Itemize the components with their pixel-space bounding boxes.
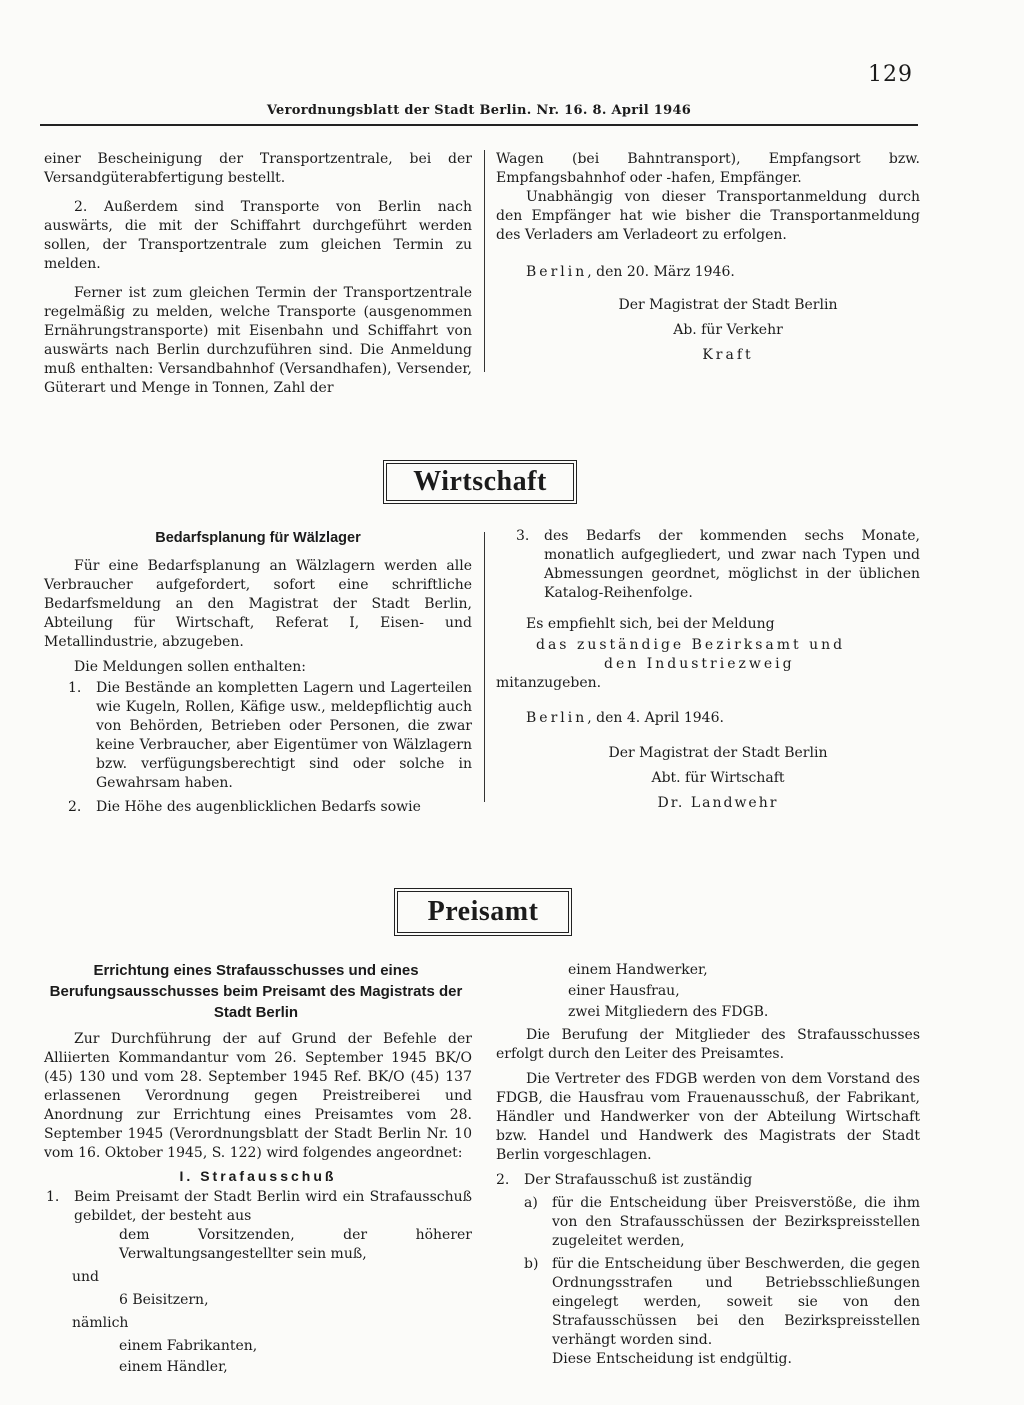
page-number: 129 (868, 62, 913, 87)
paragraph: Für eine Bedarfsplanung an Wälzlagern werden alle Verbraucher aufgefordert, sofort eine schriftliche Bedarfsmeldung an den Magistrat der Stadt Berlin, Abteilung für Wirtschaft, Referat I, Eisen- und Metallindustrie, abzugeben. (44, 558, 472, 650)
paragraph: Die Meldungen sollen enthalten: (74, 659, 306, 675)
paragraph: 6 Beisitzern, (119, 1292, 209, 1308)
signature-name: Dr. Landwehr (657, 795, 779, 811)
paragraph: mitanzugeben. (496, 675, 602, 691)
column-divider (484, 150, 485, 372)
paragraph: Es empfiehlt sich, bei der Meldung (526, 616, 775, 632)
list-item: 2. Die Höhe des augenblicklichen Bedarfs sowie (68, 799, 421, 815)
sub-item: a) für die Entscheidung über Preisverstöße, die ihm von den Strafausschüssen der Bezirkspreisstellen zugeleitet werden, (524, 1195, 920, 1249)
spaced-line: den Industriezweig (604, 656, 795, 672)
section-title: Preisamt (397, 891, 569, 933)
article-headline: Bedarfsplanung für Wälzlager (155, 530, 361, 546)
member-item: zwei Mitgliedern des FDGB. (568, 1004, 769, 1020)
transport-left-column (44, 150, 472, 398)
list-item: 2. Der Strafausschuß ist zuständig (496, 1172, 753, 1188)
list-item: 3. des Bedarfs der kommenden sechs Monate, monatlich aufgegliedert, und zwar nach Typen und Abmessungen geordnet, möglichst in der üblichen Katalog-Reihenfolge. (516, 528, 920, 601)
paragraph: Die Vertreter des FDGB werden von dem Vorstand des FDGB, die Hausfrau vom Frauenausschuß, der Fabrikant, Händler und Handwerker von der Abteilung Wirtschaft bzw. Handel und Handwerk des Magistrats der Stadt Berlin vorgeschlagen. (496, 1071, 920, 1163)
signature-name: Kraft (702, 347, 754, 363)
date-line: Berlin, den 20. März 1946. (526, 264, 735, 280)
signature-department: Ab. für Verkehr (673, 322, 783, 338)
preisamt-left-column (44, 1030, 472, 1377)
header-rule (40, 124, 918, 126)
member-item: einem Fabrikanten, (119, 1338, 258, 1354)
paragraph: Die Berufung der Mitglieder des Strafausschusses erfolgt durch den Leiter des Preisamtes. (496, 1027, 920, 1062)
signature-department: Abt. für Wirtschaft (651, 770, 785, 786)
paragraph: Zur Durchführung der auf Grund der Befehle der Alliierten Kommandantur vom 26. September 1945 BK/O (45) 130 und vom 28. September 1945 Ref. BK/O (45) 137 erlassenen Verordnung gegen Preistreiberei und Anordnung zur Errichtung eines Preisamtes vom 28. September 1945 (Verordnungsblatt der Stadt Berlin Nr. 10 vom 16. Oktober 1945, S. 122) wird folgendes angeordnet: (44, 1031, 472, 1161)
paragraph: dem Vorsitzenden, der höherer Verwaltungsangestellter sein muß, (119, 1227, 472, 1262)
column-divider (484, 532, 485, 802)
section-title-box (394, 888, 572, 936)
wirtschaft-right-column (496, 527, 920, 813)
paragraph: Diese Entscheidung ist endgültig. (552, 1351, 792, 1367)
list-item: 1. Beim Preisamt der Stadt Berlin wird ein Strafausschuß gebildet, der besteht aus (46, 1189, 472, 1224)
wirtschaft-left-column (44, 557, 472, 817)
running-head: Verordnungsblatt der Stadt Berlin. Nr. 16. 8. April 1946 (266, 103, 692, 118)
paragraph: Wagen (bei Bahntransport), Empfangsort bzw. Empfangsbahnhof oder -hafen, Empfänger. (496, 151, 920, 186)
date-line: Berlin, den 4. April 1946. (526, 710, 724, 726)
sub-item: b) für die Entscheidung über Beschwerden, die gegen Ordnungsstrafen und Betriebsschließungen eingelegt werden, soweit sie von den Strafausschüssen bei den Bezirkspreisstellen verhängt worden sind. (524, 1256, 920, 1348)
section-title: Wirtschaft (386, 463, 574, 501)
member-item: einem Händler, (119, 1359, 228, 1375)
spaced-line: das zuständige Bezirksamt und (536, 637, 846, 653)
list-item: 1. Die Bestände an kompletten Lagern und Lagerteilen wie Kugeln, Rollen, Käfige usw., meldepflichtig auch von Behörden, Betrieben oder Personen, die zwar keine Verbraucher, aber Eigentümer von Wälzlagern bzw. verfügungsberechtigt sind oder solche in Gewahrsam haben. (68, 680, 472, 791)
paragraph: nämlich (72, 1315, 129, 1331)
article-headline: Errichtung eines Strafausschusses und eines Berufungsausschusses beim Preisamt des Magistrats der Stadt Berlin (49, 962, 463, 1021)
member-item: einer Hausfrau, (568, 983, 680, 999)
paragraph: Unabhängig von dieser Transportanmeldung durch den Empfänger hat wie bisher die Transportanmeldung des Verladers am Verladeort zu erfolgen. (496, 189, 920, 243)
paragraph: einer Bescheinigung der Transportzentrale, bei der Versandgüterabfertigung bestellt. (44, 151, 472, 186)
member-item: einem Handwerker, (568, 962, 708, 978)
part-heading: I. Strafausschuß (179, 1168, 337, 1184)
section-title-box (383, 460, 577, 504)
signature-authority: Der Magistrat der Stadt Berlin (618, 297, 838, 313)
signature-authority: Der Magistrat der Stadt Berlin (608, 745, 828, 761)
preisamt-right-column (496, 961, 920, 1369)
transport-right-column (496, 150, 920, 365)
conjunction: und (72, 1269, 99, 1285)
paragraph: 2. Außerdem sind Transporte von Berlin nach auswärts, die mit der Schiffahrt durchgeführt werden sollen, der Transportzentrale zum gleichen Termin zu melden. (44, 199, 472, 272)
paragraph: Ferner ist zum gleichen Termin der Transportzentrale regelmäßig zu melden, welche Transporte (ausgenommen Ernährungstransporte) mit Eisenbahn und Schiffahrt von auswärts nach Berlin durchzuführen sind. Die Anmeldung muß enthalten: Versandbahnhof (Versandhafen), Versender, Güterart und Menge in Tonnen, Zahl der (44, 285, 472, 396)
